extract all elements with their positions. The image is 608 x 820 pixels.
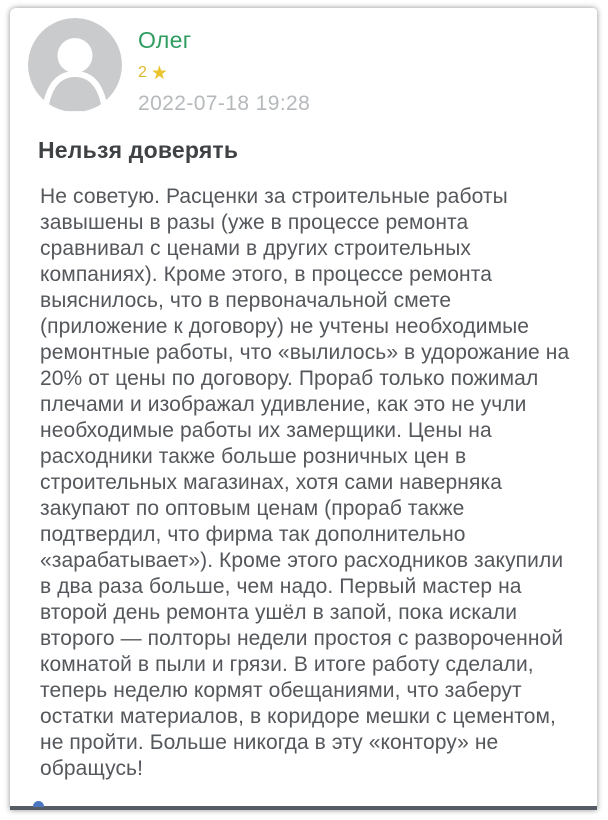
- review-meta: [138, 18, 310, 116]
- avatar: [28, 18, 122, 112]
- rating: [138, 63, 310, 83]
- review-header: [28, 18, 577, 116]
- review-card: [10, 8, 597, 810]
- author-name[interactable]: Олег: [138, 27, 192, 53]
- review-title: Нельзя доверять: [38, 137, 239, 163]
- star-icon: ★: [150, 62, 168, 84]
- review-date: 2022-07-18 19:28: [138, 92, 311, 115]
- review-body: Не советую. Расценки за строительные работы завышены в разы (уже в процессе ремонта сравнивал с ценами в других строительных компаниях). Кроме этого, в процессе ремонта выяснилось, что в первоначальной смете (приложение к договору) не учтены необходимые ремонтные работы, что «вылилось» в удорожание на 20% от цены по договору. Прораб только пожимал плечами и изображал удивление, как это не учли необходимые работы их замерщики. Цены на расходники также больше розничных цен в строительных магазинах, хотя сами наверняка закупают по оптовым ценам (прораб также подтвердил, что фирма так дополнительно «зарабатывает»). Кроме этого расходников закупили в два раза больше, чем надо. Первый мастер на второй день ремонта ушёл в запой, пока искали второго — полторы недели простоя с развороченной комнатой в пыли и грязи. В итоге работу сделали, теперь неделю кормят обещаниями, что заберут остатки материалов, в коридоре мешки с цементом, не пройти. Больше никогда в эту «контору» не обращусь!: [40, 185, 570, 780]
- rating-value: 2: [138, 64, 147, 81]
- person-icon: [28, 18, 122, 112]
- clipped-blue-element: [33, 801, 44, 807]
